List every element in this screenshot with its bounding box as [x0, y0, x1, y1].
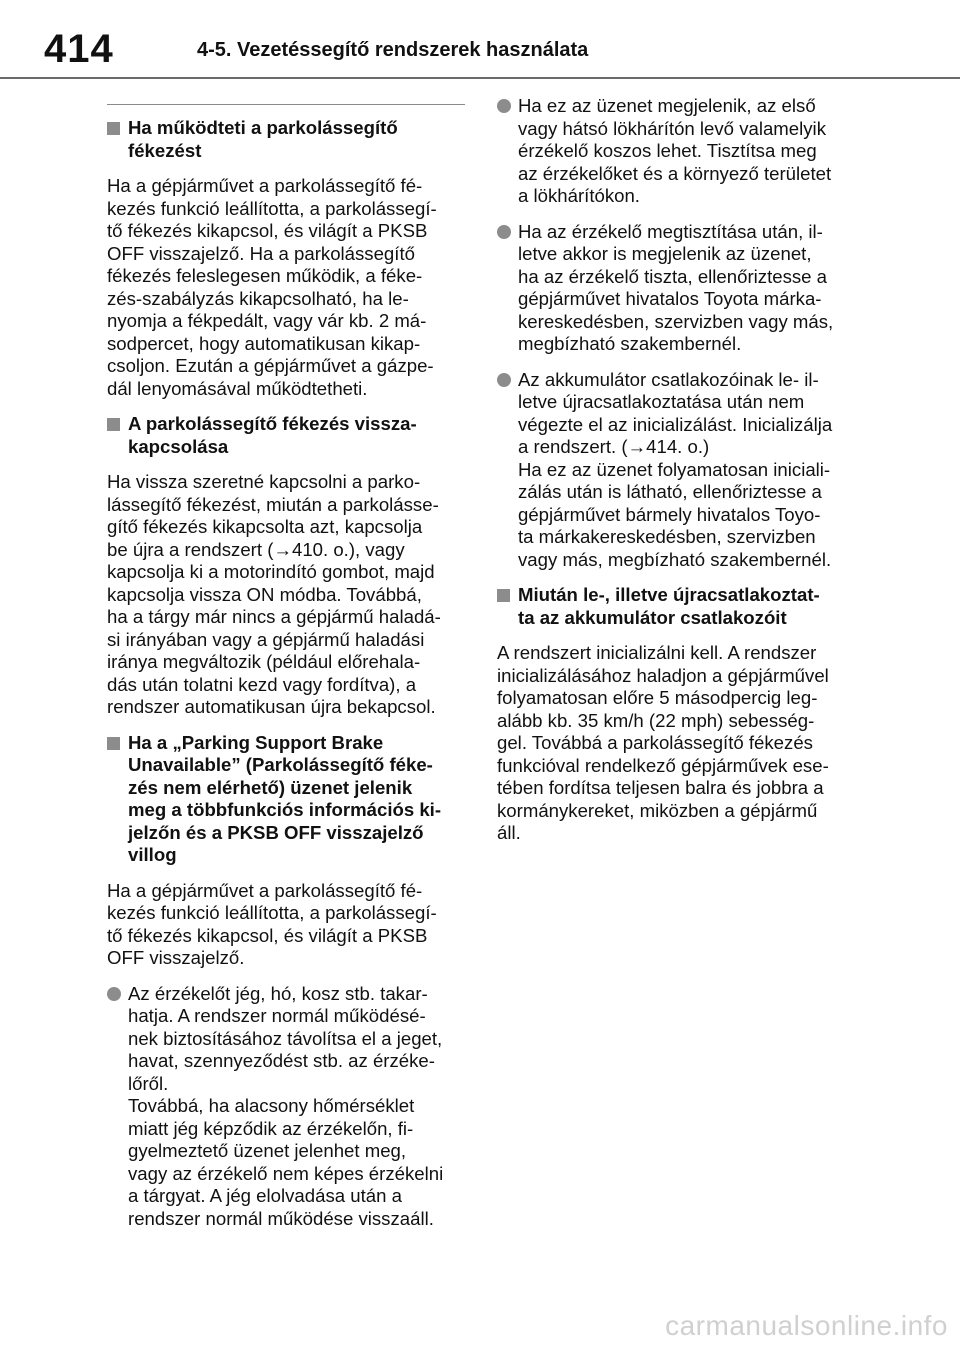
- bullet-item: [497, 369, 857, 572]
- bullet-item: [107, 983, 465, 1231]
- circle-bullet-icon: [497, 99, 511, 113]
- bullet-item: [497, 221, 857, 356]
- bullet-text: Ha az érzékelő megtisztítása után, il- letve akkor is megjelenik az üzenet, ha az érzékelő tiszta, ellenőriztesse a gépjárművet hivatalos Toyota márka- kereskedésben, szervizben vagy más, megbízható szakembernél.: [518, 220, 834, 354]
- heading-text: Ha működteti a parkolássegítő fékezést: [128, 117, 398, 161]
- heading-text: A parkolássegítő fékezés vissza- kapcsolása: [128, 413, 417, 457]
- square-bullet-icon: [107, 122, 120, 135]
- header-divider: [0, 77, 960, 79]
- bullet-item: [497, 95, 857, 208]
- section-heading: [497, 584, 857, 629]
- circle-bullet-icon: [497, 373, 511, 387]
- circle-bullet-icon: [107, 987, 121, 1001]
- section-heading: [107, 732, 465, 867]
- bullet-text: Az akkumulátor csatlakozóinak le- il- letve újracsatlakoztatása után nem végezte el az inicializálást. Inicializálja a rendszert. (→414. o.) Ha ez az üzenet folyamatosan iniciali- zálás után is látható, ellenőriztesse a gépjárművet bármely hivatalos Toyo- ta márkakereskedésben, szervizben vagy más, megbízható szakembernél.: [518, 368, 833, 570]
- bullet-text: Az érzékelőt jég, hó, kosz stb. takar- hatja. A rendszer normál működésé- nek biztosításához távolítsa el a jeget, havat, szennyeződést stb. az érzéke- lőről. Továbbá, ha alacsony hőmérséklet miatt jég képződik az érzékelőn, fi- gyelmeztető üzenet jelenhet meg, vagy az érzékelő nem képes érzékelni a tárgyat. A jég elolvadása után a rendszer normál működése visszaáll.: [128, 982, 444, 1229]
- body-paragraph: Ha a gépjárművet a parkolássegítő fé- kezés funkció leállította, a parkolássegí- tő fékezés kikapcsol, és világít a PKSB OFF visszajelző. Ha a parkolássegítő fékezés feleslegesen működik, a féke- zés-szabályzás kikapcsolható, ha le- nyomja a fékpedált, vagy vár kb. 2 má- sodpercet, hogy automatikusan kikap- csoljon. Ezután a gépjárművet a gázpe- dál lenyomásával működtetheti.: [107, 175, 437, 399]
- bullet-text: Ha ez az üzenet megjelenik, az első vagy hátsó lökhárítón levő valamelyik érzékelő koszos lehet. Tisztítsa meg az érzékelőket és a környező területet a lökhárítókon.: [518, 95, 832, 206]
- square-bullet-icon: [107, 737, 120, 750]
- body-paragraph: A rendszert inicializálni kell. A rendszer inicializálásához haladjon a gépjárművel folyamatosan előre 5 másodpercig leg- alább kb. 35 km/h (22 mph) sebesség- gel. Továbbá a parkolássegítő fékezés funkcióval rendelkező gépjárművek ese- tében fordítsa teljesen balra és jobbra a kormánykereket, miközben a gépjármű áll.: [497, 642, 829, 843]
- body-paragraph: Ha a gépjárművet a parkolássegítő fé- kezés funkció leállította, a parkolássegí- tő fékezés kikapcsol, és világít a PKSB OFF visszajelző.: [107, 879, 437, 968]
- circle-bullet-icon: [497, 225, 511, 239]
- square-bullet-icon: [107, 418, 120, 431]
- heading-text: Miután le-, illetve újracsatlakoztat- ta az akkumulátor csatlakozóit: [518, 584, 820, 628]
- section-heading: [107, 413, 465, 458]
- left-column: [107, 95, 465, 1243]
- square-bullet-icon: [497, 589, 510, 602]
- page-number: 414: [44, 27, 114, 71]
- right-column: [497, 95, 857, 858]
- body-paragraph: Ha vissza szeretné kapcsolni a parko- lássegítő fékezést, miután a parkolásse- gítő fékezés kikapcsolta azt, kapcsolja be újra a rendszert (→410. o.), vagy kapcsolja ki a motorindító gombot, majd kapcsolja vissza ON módba. Továbbá, ha a tárgy már nincs a gépjármű haladá- si irányában vagy a gépjármű haladási iránya megváltozik (például előrehala- dás után tolatni kezd vagy fordítva), a rendszer automatikusan újra bekapcsol.: [107, 471, 441, 717]
- section-heading: [107, 117, 465, 162]
- page-header: [0, 0, 960, 80]
- chapter-title: 4-5. Vezetéssegítő rendszerek használata: [197, 39, 589, 61]
- section-divider: [107, 104, 465, 105]
- watermark: carmanualsonline.info: [665, 1310, 948, 1341]
- heading-text: Ha a „Parking Support Brake Unavailable” (Parkolássegítő féke- zés nem elérhető) üzenet jelenik meg a többfunkciós információs ki- jelzőn és a PKSB OFF visszajelző villog: [128, 731, 442, 865]
